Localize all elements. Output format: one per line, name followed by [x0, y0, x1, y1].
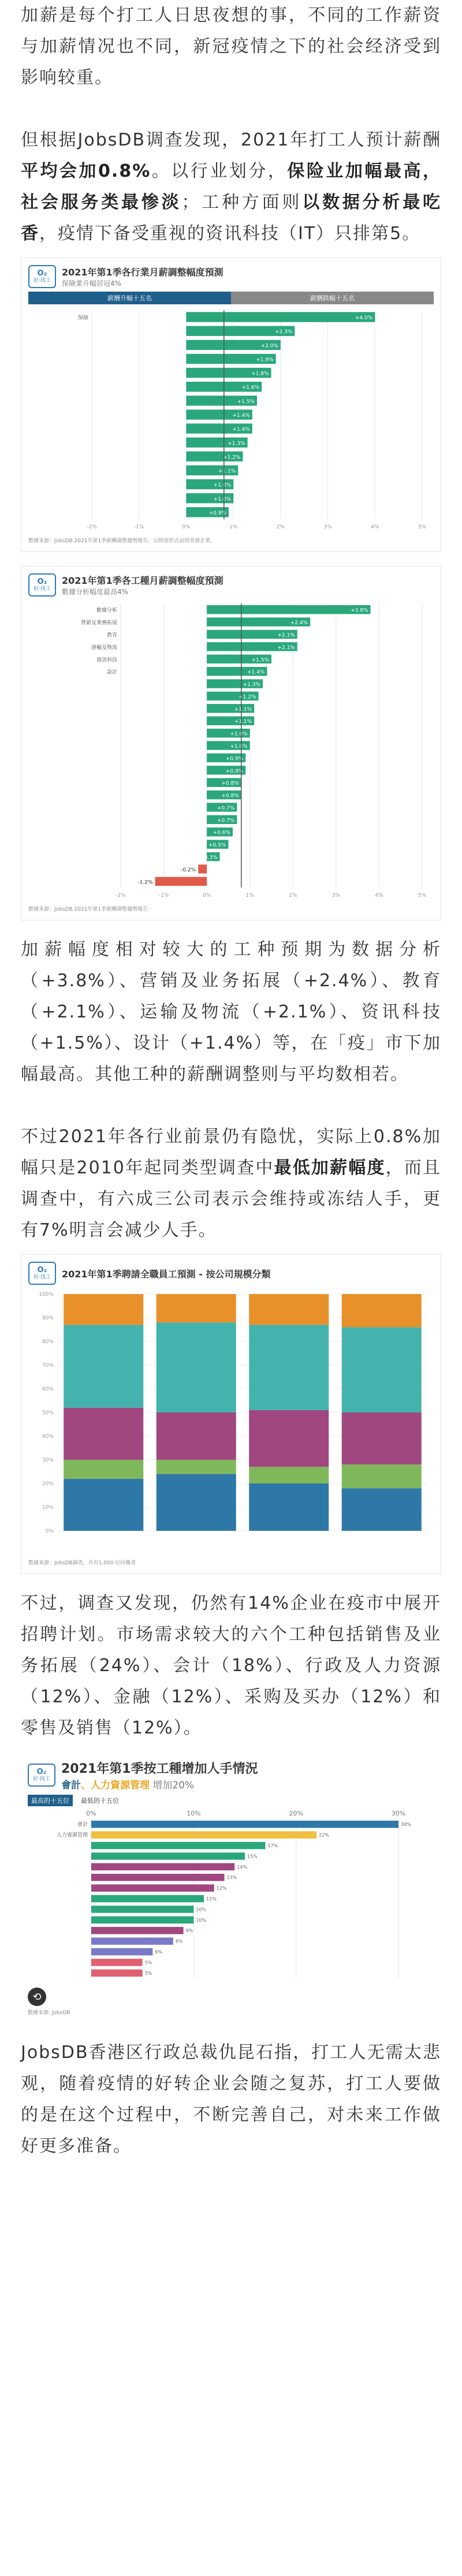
category-label: 資訊科技 — [96, 657, 117, 663]
data-label: -1.2% — [137, 879, 153, 886]
bar — [91, 1948, 152, 1956]
bold-span: 以数据分析最吃香 — [21, 192, 442, 244]
jobsdb-logo — [28, 265, 56, 288]
stacked-segment — [249, 1294, 329, 1325]
logo-mark: O₂ — [37, 1265, 47, 1274]
bar — [91, 1874, 225, 1881]
x-tick-label: 2% — [289, 893, 297, 899]
text-span: ；工种方面则 — [181, 192, 303, 213]
stacked-segment — [249, 1410, 329, 1467]
stacked-segment — [64, 1460, 143, 1479]
data-label: +1.5% — [237, 398, 255, 405]
bold-span: 最低加薪幅度 — [274, 1158, 386, 1178]
tab-top-fifteen[interactable]: 最高的十五位 — [28, 1795, 73, 1806]
category-label: 營銷及業務拓展 — [80, 620, 117, 627]
stacked-segment — [342, 1327, 422, 1412]
x-tick-label: 0% — [182, 524, 191, 530]
bar — [91, 1842, 265, 1850]
jobsdb-logo — [28, 573, 56, 597]
logo-text: 好·找工 — [33, 1274, 51, 1280]
x-tick-label: 30% — [391, 1810, 406, 1817]
data-label: +1.4% — [232, 427, 250, 433]
figure-hiring-by-size — [21, 1254, 441, 1574]
bar — [91, 1906, 193, 1913]
data-label: +1.0% — [213, 496, 232, 502]
paragraph-hiring: 不过，调查又发现，仍然有14%企业在疫市中展开招聘计划。市场需求较大的六个工种包括销售及业务拓展（24%）、会计（18%）、行政及人力资源（12%）、金融（12%）、采购及买办（12%）和零售及销售（12%）。 — [21, 1593, 441, 1738]
figure-source: 數據來源：JobsDB 2021年第1季薪酬調整趨勢報告 — [28, 907, 148, 912]
x-tick-label: 1% — [245, 893, 254, 899]
data-label: +0.6% — [213, 830, 230, 836]
bar — [91, 1970, 143, 1977]
paragraph-survey — [21, 125, 441, 249]
stacked-segment — [157, 1460, 236, 1474]
data-label: +0.9% — [225, 768, 244, 774]
figure-job-salary — [21, 566, 441, 920]
data-label: +1.0% — [230, 731, 248, 737]
logo-text: 好·找工 — [33, 586, 51, 592]
headcount-bar-chart — [28, 1809, 433, 1982]
stacked-segment — [249, 1467, 329, 1483]
bar — [155, 877, 207, 886]
data-label: +1.2% — [239, 694, 256, 700]
figure-industry-salary — [21, 258, 441, 552]
bar — [91, 1863, 234, 1871]
paragraph-concern — [21, 1121, 441, 1246]
figure-subtitle — [61, 1777, 258, 1791]
x-tick-label: 4% — [371, 524, 379, 530]
data-label: +1.2% — [223, 454, 241, 461]
data-label: +2.0% — [260, 343, 278, 349]
data-label: +1.4% — [247, 669, 265, 676]
bar — [186, 312, 375, 322]
data-label: +2.1% — [277, 632, 295, 639]
logo-text: 好·找工 — [33, 277, 51, 284]
data-label: 14% — [237, 1864, 248, 1870]
data-label: +0.7% — [217, 805, 235, 811]
x-tick-label: -2% — [116, 893, 126, 899]
x-tick-label: 0% — [86, 1810, 96, 1817]
bar — [91, 1895, 204, 1903]
y-tick-label: 20% — [42, 1481, 54, 1487]
x-tick-label: -1% — [133, 524, 144, 530]
data-label: +1.5% — [251, 657, 269, 663]
bold-span: 平均会加0.8% — [21, 161, 151, 181]
bar — [91, 1852, 245, 1860]
subtitle-accounting: 會計 — [61, 1780, 81, 1791]
category-label: 會計 — [77, 1822, 88, 1828]
x-tick-label: 2% — [276, 524, 285, 530]
bar — [91, 1884, 214, 1892]
data-label: +1.1% — [234, 719, 252, 725]
y-tick-label: 100% — [39, 1292, 54, 1298]
stacked-segment — [157, 1294, 236, 1322]
data-label: 8% — [175, 1938, 183, 1944]
stacked-segment — [64, 1325, 143, 1408]
data-label: +2.1% — [277, 644, 295, 651]
data-label: +1.0% — [230, 744, 248, 750]
figure-title: 2021年第1季聘請全職員工預測 - 按公司規模分類 — [62, 1268, 271, 1280]
stacked-segment — [64, 1294, 143, 1325]
stacked-segment — [157, 1322, 236, 1412]
category-label: 人力資源管理 — [56, 1832, 88, 1839]
data-label: +1.1% — [234, 706, 252, 713]
paragraph-job-increase: 加薪幅度相对较大的工种预期为数据分析（+3.8%）、营销及业务拓展（+2.4%）、教育（+2.1%）、运输及物流（+2.1%）、资讯科技（+1.5%）、设计（+1.4%）等，在「疫」市下加幅最高。其他工种的薪酬调整则与平均数相若。 — [21, 940, 441, 1084]
jobsdb-logo — [28, 1764, 55, 1787]
data-label: 6% — [155, 1949, 163, 1955]
figure-title: 2021年第1季按工種增加人手情況 — [61, 1762, 258, 1776]
x-tick-label: 3% — [331, 893, 340, 899]
stacked-segment — [342, 1488, 422, 1531]
figure-title: 2021年第1季各工種月薪調整幅度預測 — [62, 575, 223, 586]
logo-mark: O₂ — [37, 577, 47, 586]
data-label: 30% — [401, 1822, 411, 1828]
text-span: 不过2021年各行业前景仍有隐忧，实际上0.8%加幅只是2010年起同类型调查中 — [21, 1127, 441, 1178]
x-tick-label: -2% — [87, 524, 97, 530]
data-label: +1.3% — [228, 441, 245, 447]
jobsdb-logo — [28, 1262, 56, 1285]
data-label: +1.1% — [218, 468, 236, 475]
text-span: ，而且调查中，有六成三公司表示会维持或冻结人手，更有7%明言会减少人手。 — [21, 1158, 442, 1240]
data-label: +3.8% — [351, 607, 368, 614]
data-label: +0.7% — [217, 818, 235, 824]
y-tick-label: 60% — [42, 1386, 54, 1392]
paragraph-intro: 加薪是每个打工人日思夜想的事，不同的工作薪资与加薪情况也不同，新冠疫情之下的社会经济受到影响较重。 — [21, 5, 441, 88]
y-tick-label: 10% — [42, 1505, 54, 1511]
tab-bottom-fifteen[interactable]: 最低的十五位 — [81, 1797, 119, 1805]
figure-source: 數據來源: JobsDB — [28, 2010, 70, 2016]
bold-span: 保险业加幅最高，社会服务类最惨淡 — [21, 161, 441, 213]
x-tick-label: 0% — [203, 893, 211, 899]
data-label: +1.9% — [256, 357, 274, 363]
figure-source: 數據來源：JobsDB調查，共有1,000 位回覆者 — [28, 1560, 136, 1566]
figure-headcount — [21, 1752, 441, 2023]
stacked-segment — [342, 1294, 422, 1327]
data-label: +0.3% — [200, 855, 218, 861]
bar — [91, 1937, 173, 1945]
industry-bar-chart — [28, 307, 434, 532]
x-tick-label: -1% — [158, 893, 169, 899]
stacked-segment — [249, 1325, 329, 1410]
stacked-segment — [249, 1483, 329, 1531]
bar — [91, 1821, 398, 1828]
data-label: 22% — [319, 1832, 329, 1838]
data-label: 13% — [226, 1875, 237, 1881]
data-label: +4.0% — [355, 315, 373, 322]
logo-mark: O₂ — [37, 269, 47, 278]
category-label: 教育 — [106, 632, 117, 639]
stacked-segment — [157, 1412, 236, 1460]
subtitle-hr: 、人力資源管理 — [81, 1780, 150, 1791]
bar — [91, 1917, 193, 1924]
data-label: +2.4% — [290, 620, 308, 627]
figure-title: 2021年第1季各行業月薪調整幅度預測 — [62, 267, 223, 278]
data-label: +1.3% — [243, 682, 261, 688]
stacked-segment — [64, 1408, 143, 1460]
text-span: ，疫情下备受重视的资讯科技（IT）只排第5。 — [39, 223, 421, 244]
data-label: +0.8% — [221, 781, 239, 787]
data-label: 5% — [144, 1970, 152, 1976]
tab-top-increase[interactable]: 薪酬升幅十五名 — [28, 292, 231, 304]
stacked-segment — [157, 1474, 236, 1531]
data-label: 15% — [247, 1854, 258, 1859]
data-label: +1.6% — [241, 385, 260, 391]
y-tick-label: 30% — [42, 1457, 54, 1463]
data-label: 10% — [196, 1907, 207, 1913]
y-tick-label: 90% — [42, 1315, 54, 1321]
stacked-segment — [64, 1479, 143, 1531]
x-tick-label: 20% — [289, 1810, 303, 1817]
x-tick-label: 10% — [187, 1810, 201, 1817]
data-label: +0.9% — [208, 510, 226, 516]
data-label: +1.0% — [213, 482, 232, 489]
category-label: 數據分析 — [96, 607, 117, 614]
stacked-segment — [342, 1464, 422, 1488]
figure-source: 數據來源：JobsDB 2021年第1季薪酬調整趨勢報告，以問卷形式訪問香港企業。 — [28, 538, 216, 544]
category-label: 保險 — [77, 315, 88, 322]
x-tick-label: 1% — [229, 524, 238, 530]
bar — [91, 1927, 184, 1934]
data-label: +1.8% — [251, 371, 269, 377]
data-label: 11% — [206, 1896, 217, 1902]
data-label: +0.9% — [225, 756, 244, 762]
paragraph-conclusion: JobsDB香港区行政总裁仇昆石指，打工人无需太悲观，随着疫情的好转企业会随之复苏，打工人要做的是在这个过程中，不断完善自己，对未来工作做好更多准备。 — [21, 2042, 441, 2156]
figure-subtitle: 數據分析幅度最高4% — [62, 588, 129, 596]
x-tick-label: 3% — [323, 524, 332, 530]
x-tick-label: 4% — [375, 893, 383, 899]
y-tick-label: 50% — [42, 1410, 54, 1416]
tab-top-decrease[interactable]: 薪酬跌幅十五名 — [231, 292, 434, 304]
text-span: 。以行业划分， — [151, 161, 288, 181]
data-label: 12% — [216, 1885, 227, 1891]
data-label: +1.4% — [232, 413, 250, 419]
stacked-bar-chart — [28, 1288, 434, 1554]
y-tick-label: 80% — [42, 1339, 54, 1345]
data-label: +0.5% — [208, 842, 226, 849]
bar — [91, 1831, 316, 1839]
data-label: +2.3% — [274, 329, 293, 335]
figure-subtitle: 保險業升幅居冠4% — [62, 279, 122, 288]
data-label: 17% — [267, 1843, 278, 1848]
text-span: 但根据JobsDB调查发现，2021年打工人预计薪酬 — [21, 130, 441, 150]
bar — [198, 864, 207, 873]
data-label: 9% — [185, 1928, 193, 1934]
x-tick-label: 5% — [418, 893, 427, 899]
bar — [91, 1959, 143, 1966]
data-label: 5% — [144, 1960, 152, 1966]
data-label: 10% — [196, 1917, 207, 1923]
data-label: -0.2% — [181, 867, 196, 873]
y-tick-label: 70% — [42, 1363, 54, 1369]
x-tick-label: 5% — [418, 524, 427, 530]
subtitle-increase: 增加20% — [150, 1780, 195, 1791]
stacked-segment — [342, 1412, 422, 1464]
replay-icon[interactable]: ⟲ — [28, 1988, 46, 2006]
job-bar-chart — [28, 600, 434, 900]
data-label: +0.8% — [221, 793, 239, 799]
y-tick-label: 40% — [42, 1434, 54, 1440]
logo-mark: O₂ — [36, 1767, 47, 1776]
bar — [207, 605, 370, 614]
logo-text: 好·找工 — [33, 1776, 50, 1782]
category-label: 運輸及物流 — [91, 644, 117, 651]
category-label: 設計 — [106, 669, 117, 676]
y-tick-label: 0% — [45, 1529, 54, 1534]
